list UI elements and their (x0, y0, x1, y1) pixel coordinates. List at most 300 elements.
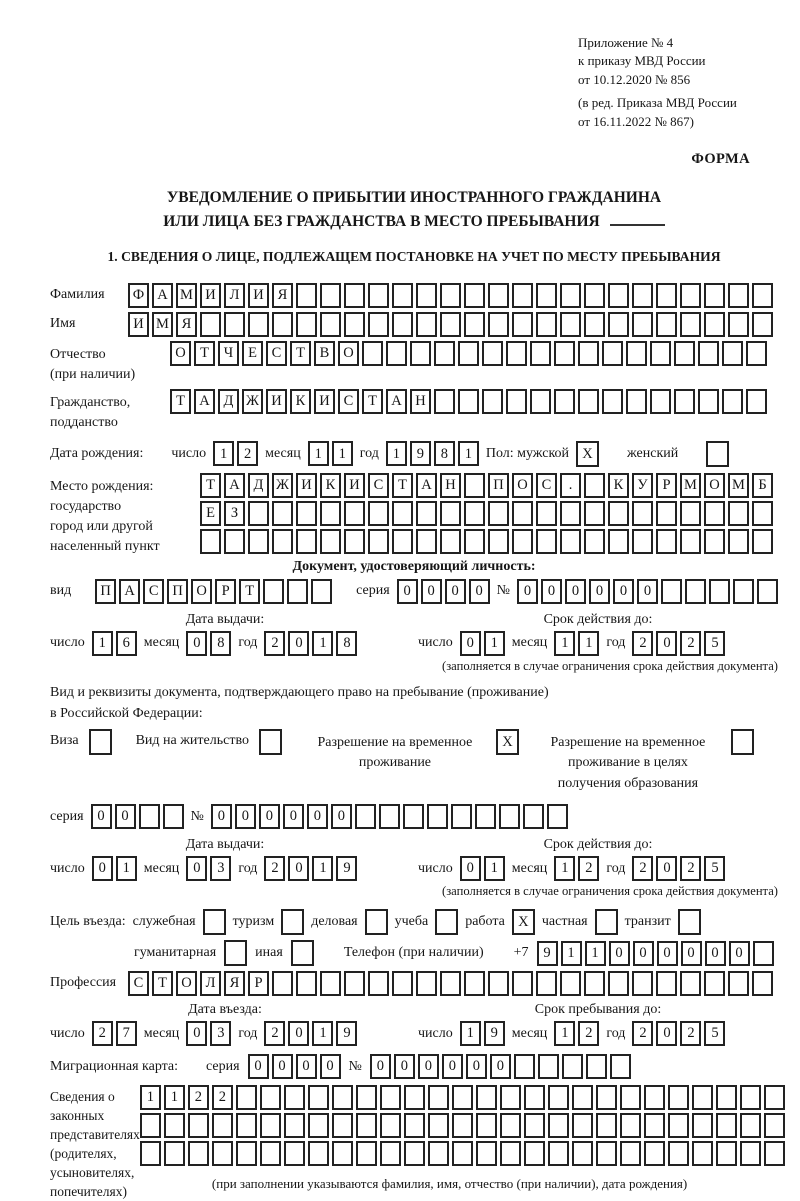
char-cell[interactable] (365, 909, 388, 935)
char-cell[interactable] (692, 1113, 713, 1138)
char-cell[interactable]: 1 (312, 856, 333, 881)
char-cell[interactable]: П (167, 579, 188, 604)
char-cell[interactable] (632, 312, 653, 337)
char-cell[interactable] (248, 501, 269, 526)
char-cell[interactable]: 0 (331, 804, 352, 829)
char-cell[interactable] (740, 1085, 761, 1110)
char-cell[interactable] (716, 1085, 737, 1110)
char-cell[interactable]: К (290, 389, 311, 414)
doc-issue-month[interactable] (186, 631, 231, 656)
char-cell[interactable] (499, 804, 520, 829)
char-cell[interactable] (608, 529, 629, 554)
char-cell[interactable] (296, 312, 317, 337)
char-cell[interactable]: 2 (680, 856, 701, 881)
char-cell[interactable] (410, 341, 431, 366)
char-cell[interactable]: 1 (585, 941, 606, 966)
char-cell[interactable] (753, 941, 774, 966)
char-cell[interactable] (524, 1141, 545, 1166)
char-cell[interactable] (530, 389, 551, 414)
char-cell[interactable] (500, 1141, 521, 1166)
char-cell[interactable] (560, 529, 581, 554)
char-cell[interactable] (632, 283, 653, 308)
char-cell[interactable]: 2 (92, 1021, 113, 1046)
char-cell[interactable]: 2 (632, 856, 653, 881)
char-cell[interactable] (488, 529, 509, 554)
char-cell[interactable] (428, 1141, 449, 1166)
char-cell[interactable]: 0 (466, 1054, 487, 1079)
char-cell[interactable] (644, 1085, 665, 1110)
char-cell[interactable]: 9 (537, 941, 558, 966)
char-cell[interactable] (680, 312, 701, 337)
char-cell[interactable] (212, 1113, 233, 1138)
entry-day[interactable] (92, 1021, 137, 1046)
char-cell[interactable]: 0 (490, 1054, 511, 1079)
char-cell[interactable]: Я (272, 283, 293, 308)
char-cell[interactable]: Д (248, 473, 269, 498)
profession-boxes[interactable] (128, 971, 773, 996)
char-cell[interactable]: 1 (116, 856, 137, 881)
char-cell[interactable] (392, 971, 413, 996)
birthplace-boxes-row2[interactable] (200, 501, 773, 526)
char-cell[interactable] (578, 389, 599, 414)
char-cell[interactable] (595, 909, 618, 935)
char-cell[interactable]: Ж (242, 389, 263, 414)
char-cell[interactable] (296, 529, 317, 554)
char-cell[interactable] (440, 283, 461, 308)
char-cell[interactable] (452, 1141, 473, 1166)
char-cell[interactable] (163, 804, 184, 829)
char-cell[interactable] (536, 312, 557, 337)
char-cell[interactable]: . (560, 473, 581, 498)
char-cell[interactable] (764, 1113, 785, 1138)
migration-series-boxes[interactable] (248, 1054, 341, 1079)
char-cell[interactable]: 9 (336, 856, 357, 881)
char-cell[interactable] (464, 529, 485, 554)
char-cell[interactable] (728, 971, 749, 996)
char-cell[interactable] (272, 312, 293, 337)
char-cell[interactable] (506, 389, 527, 414)
char-cell[interactable] (500, 1113, 521, 1138)
char-cell[interactable] (320, 283, 341, 308)
char-cell[interactable]: 1 (312, 1021, 333, 1046)
char-cell[interactable]: Е (242, 341, 263, 366)
char-cell[interactable]: И (128, 312, 149, 337)
char-cell[interactable]: 8 (336, 631, 357, 656)
char-cell[interactable]: И (344, 473, 365, 498)
birth-day-boxes[interactable] (213, 441, 258, 466)
char-cell[interactable] (236, 1113, 257, 1138)
char-cell[interactable] (620, 1141, 641, 1166)
char-cell[interactable] (440, 971, 461, 996)
stay-day[interactable] (460, 1021, 505, 1046)
char-cell[interactable] (746, 341, 767, 366)
char-cell[interactable]: О (512, 473, 533, 498)
char-cell[interactable] (416, 283, 437, 308)
char-cell[interactable]: 0 (397, 579, 418, 604)
stay-year[interactable] (632, 1021, 725, 1046)
char-cell[interactable] (728, 529, 749, 554)
char-cell[interactable]: 0 (288, 631, 309, 656)
char-cell[interactable] (764, 1141, 785, 1166)
char-cell[interactable] (698, 341, 719, 366)
residence-series-boxes[interactable] (91, 804, 184, 829)
char-cell[interactable] (678, 909, 701, 935)
char-cell[interactable]: Л (224, 283, 245, 308)
char-cell[interactable] (284, 1113, 305, 1138)
char-cell[interactable] (89, 729, 112, 755)
doc-expiry-year[interactable] (632, 631, 725, 656)
char-cell[interactable] (344, 283, 365, 308)
char-cell[interactable]: А (416, 473, 437, 498)
char-cell[interactable] (572, 1141, 593, 1166)
char-cell[interactable] (404, 1113, 425, 1138)
char-cell[interactable] (296, 283, 317, 308)
char-cell[interactable]: 0 (272, 1054, 293, 1079)
char-cell[interactable] (524, 1113, 545, 1138)
char-cell[interactable] (320, 529, 341, 554)
char-cell[interactable]: О (176, 971, 197, 996)
char-cell[interactable]: М (176, 283, 197, 308)
char-cell[interactable] (416, 971, 437, 996)
char-cell[interactable] (259, 729, 282, 755)
char-cell[interactable] (260, 1113, 281, 1138)
char-cell[interactable] (308, 1085, 329, 1110)
char-cell[interactable]: А (194, 389, 215, 414)
char-cell[interactable] (380, 1085, 401, 1110)
char-cell[interactable]: М (728, 473, 749, 498)
char-cell[interactable] (281, 909, 304, 935)
char-cell[interactable] (536, 283, 557, 308)
char-cell[interactable]: 0 (91, 804, 112, 829)
surname-boxes[interactable] (128, 283, 773, 308)
char-cell[interactable] (656, 283, 677, 308)
char-cell[interactable]: 5 (704, 631, 725, 656)
char-cell[interactable]: 6 (116, 631, 137, 656)
char-cell[interactable] (428, 1085, 449, 1110)
char-cell[interactable]: 2 (680, 1021, 701, 1046)
char-cell[interactable] (356, 1085, 377, 1110)
char-cell[interactable]: А (224, 473, 245, 498)
char-cell[interactable]: Т (170, 389, 191, 414)
char-cell[interactable] (308, 1141, 329, 1166)
char-cell[interactable] (608, 312, 629, 337)
char-cell[interactable] (320, 501, 341, 526)
char-cell[interactable] (626, 389, 647, 414)
char-cell[interactable] (416, 312, 437, 337)
char-cell[interactable]: П (95, 579, 116, 604)
char-cell[interactable] (311, 579, 332, 604)
char-cell[interactable] (530, 341, 551, 366)
char-cell[interactable] (584, 473, 605, 498)
char-cell[interactable]: Я (224, 971, 245, 996)
char-cell[interactable]: 0 (283, 804, 304, 829)
char-cell[interactable]: С (128, 971, 149, 996)
char-cell[interactable]: Н (440, 473, 461, 498)
char-cell[interactable] (355, 804, 376, 829)
char-cell[interactable]: Ф (128, 283, 149, 308)
char-cell[interactable] (392, 501, 413, 526)
char-cell[interactable] (287, 579, 308, 604)
char-cell[interactable]: У (632, 473, 653, 498)
purpose-work-checkbox[interactable] (512, 909, 535, 935)
char-cell[interactable] (644, 1113, 665, 1138)
char-cell[interactable]: 0 (296, 1054, 317, 1079)
char-cell[interactable]: 9 (336, 1021, 357, 1046)
char-cell[interactable]: И (296, 473, 317, 498)
purpose-study-checkbox[interactable] (435, 909, 458, 935)
char-cell[interactable] (692, 1141, 713, 1166)
char-cell[interactable]: Т (200, 473, 221, 498)
phone-boxes[interactable] (537, 941, 774, 966)
char-cell[interactable] (560, 283, 581, 308)
char-cell[interactable]: З (224, 501, 245, 526)
residence-number-boxes[interactable] (211, 804, 568, 829)
char-cell[interactable] (368, 283, 389, 308)
char-cell[interactable] (362, 341, 383, 366)
char-cell[interactable]: А (119, 579, 140, 604)
char-cell[interactable]: О (170, 341, 191, 366)
char-cell[interactable] (308, 1113, 329, 1138)
char-cell[interactable]: 0 (92, 856, 113, 881)
char-cell[interactable]: 3 (210, 1021, 231, 1046)
representatives-boxes-row1[interactable] (140, 1085, 785, 1110)
char-cell[interactable] (548, 1141, 569, 1166)
entry-month[interactable] (186, 1021, 231, 1046)
char-cell[interactable] (248, 312, 269, 337)
char-cell[interactable] (475, 804, 496, 829)
doc-expiry-month[interactable] (554, 631, 599, 656)
char-cell[interactable]: П (488, 473, 509, 498)
char-cell[interactable] (584, 501, 605, 526)
char-cell[interactable] (203, 909, 226, 935)
char-cell[interactable] (344, 501, 365, 526)
char-cell[interactable] (500, 1085, 521, 1110)
char-cell[interactable]: 1 (213, 441, 234, 466)
char-cell[interactable] (188, 1141, 209, 1166)
char-cell[interactable]: С (368, 473, 389, 498)
entry-year[interactable] (264, 1021, 357, 1046)
char-cell[interactable] (740, 1113, 761, 1138)
char-cell[interactable] (332, 1085, 353, 1110)
char-cell[interactable] (476, 1113, 497, 1138)
char-cell[interactable]: 2 (264, 856, 285, 881)
char-cell[interactable] (524, 1085, 545, 1110)
residence-issue-month[interactable] (186, 856, 231, 881)
char-cell[interactable] (320, 971, 341, 996)
char-cell[interactable] (704, 529, 725, 554)
char-cell[interactable]: 0 (307, 804, 328, 829)
char-cell[interactable]: Е (200, 501, 221, 526)
char-cell[interactable] (632, 529, 653, 554)
char-cell[interactable] (656, 312, 677, 337)
char-cell[interactable]: 0 (637, 579, 658, 604)
char-cell[interactable]: 1 (554, 631, 575, 656)
char-cell[interactable]: Ч (218, 341, 239, 366)
char-cell[interactable] (620, 1113, 641, 1138)
char-cell[interactable] (602, 341, 623, 366)
char-cell[interactable] (709, 579, 730, 604)
char-cell[interactable] (386, 341, 407, 366)
residence-expiry-day[interactable] (460, 856, 505, 881)
char-cell[interactable]: 5 (704, 856, 725, 881)
char-cell[interactable] (488, 283, 509, 308)
char-cell[interactable]: К (608, 473, 629, 498)
char-cell[interactable]: 1 (332, 441, 353, 466)
char-cell[interactable] (200, 529, 221, 554)
char-cell[interactable] (380, 1141, 401, 1166)
char-cell[interactable] (602, 389, 623, 414)
char-cell[interactable] (392, 283, 413, 308)
char-cell[interactable]: 0 (186, 1021, 207, 1046)
char-cell[interactable] (656, 971, 677, 996)
char-cell[interactable] (356, 1141, 377, 1166)
representatives-boxes-row2[interactable] (140, 1113, 785, 1138)
char-cell[interactable]: И (314, 389, 335, 414)
char-cell[interactable] (260, 1141, 281, 1166)
char-cell[interactable]: Б (752, 473, 773, 498)
char-cell[interactable]: Т (392, 473, 413, 498)
char-cell[interactable] (752, 529, 773, 554)
char-cell[interactable]: 2 (237, 441, 258, 466)
char-cell[interactable] (578, 341, 599, 366)
char-cell[interactable]: Т (152, 971, 173, 996)
char-cell[interactable] (344, 529, 365, 554)
char-cell[interactable] (685, 579, 706, 604)
char-cell[interactable] (140, 1113, 161, 1138)
char-cell[interactable]: 9 (410, 441, 431, 466)
char-cell[interactable] (368, 501, 389, 526)
purpose-business-checkbox[interactable] (365, 909, 388, 935)
char-cell[interactable]: С (143, 579, 164, 604)
char-cell[interactable]: О (338, 341, 359, 366)
char-cell[interactable]: 0 (370, 1054, 391, 1079)
char-cell[interactable]: Р (248, 971, 269, 996)
char-cell[interactable] (536, 971, 557, 996)
char-cell[interactable] (722, 389, 743, 414)
char-cell[interactable] (644, 1141, 665, 1166)
char-cell[interactable] (656, 501, 677, 526)
char-cell[interactable] (434, 389, 455, 414)
char-cell[interactable]: 1 (164, 1085, 185, 1110)
char-cell[interactable] (392, 312, 413, 337)
char-cell[interactable] (482, 389, 503, 414)
char-cell[interactable] (704, 312, 725, 337)
char-cell[interactable] (547, 804, 568, 829)
char-cell[interactable] (752, 501, 773, 526)
char-cell[interactable] (680, 971, 701, 996)
purpose-humanitarian-checkbox[interactable] (224, 940, 247, 966)
char-cell[interactable] (368, 312, 389, 337)
char-cell[interactable]: 1 (554, 1021, 575, 1046)
char-cell[interactable] (236, 1141, 257, 1166)
char-cell[interactable]: Т (362, 389, 383, 414)
char-cell[interactable]: 0 (186, 631, 207, 656)
char-cell[interactable]: 0 (394, 1054, 415, 1079)
char-cell[interactable] (596, 1085, 617, 1110)
char-cell[interactable] (554, 341, 575, 366)
doc-kind-boxes[interactable] (95, 579, 332, 604)
char-cell[interactable] (704, 501, 725, 526)
char-cell[interactable] (512, 283, 533, 308)
char-cell[interactable]: 1 (561, 941, 582, 966)
char-cell[interactable]: 0 (729, 941, 750, 966)
char-cell[interactable] (523, 804, 544, 829)
char-cell[interactable]: 3 (210, 856, 231, 881)
char-cell[interactable] (746, 389, 767, 414)
char-cell[interactable] (440, 501, 461, 526)
char-cell[interactable]: 0 (541, 579, 562, 604)
char-cell[interactable]: 1 (308, 441, 329, 466)
char-cell[interactable]: 0 (657, 941, 678, 966)
char-cell[interactable]: И (200, 283, 221, 308)
char-cell[interactable]: 8 (210, 631, 231, 656)
char-cell[interactable]: 0 (705, 941, 726, 966)
char-cell[interactable]: 5 (704, 1021, 725, 1046)
char-cell[interactable]: 0 (235, 804, 256, 829)
residence-expiry-year[interactable] (632, 856, 725, 881)
residence-expiry-month[interactable] (554, 856, 599, 881)
char-cell[interactable] (368, 971, 389, 996)
char-cell[interactable] (752, 971, 773, 996)
char-cell[interactable] (272, 529, 293, 554)
char-cell[interactable] (464, 971, 485, 996)
char-cell[interactable] (698, 389, 719, 414)
char-cell[interactable] (620, 1085, 641, 1110)
temp-residence-checkbox[interactable] (496, 729, 519, 755)
char-cell[interactable] (404, 1085, 425, 1110)
char-cell[interactable] (656, 529, 677, 554)
char-cell[interactable] (596, 1113, 617, 1138)
sex-male-checkbox[interactable] (576, 441, 599, 467)
char-cell[interactable]: С (536, 473, 557, 498)
char-cell[interactable] (632, 971, 653, 996)
char-cell[interactable] (458, 389, 479, 414)
name-boxes[interactable] (128, 312, 773, 337)
char-cell[interactable] (680, 529, 701, 554)
char-cell[interactable]: О (191, 579, 212, 604)
char-cell[interactable] (596, 1141, 617, 1166)
residence-permit-checkbox[interactable] (259, 729, 282, 755)
char-cell[interactable] (674, 389, 695, 414)
citizenship-boxes[interactable] (170, 389, 767, 414)
char-cell[interactable] (731, 729, 754, 755)
char-cell[interactable] (434, 341, 455, 366)
char-cell[interactable] (452, 1113, 473, 1138)
char-cell[interactable] (512, 312, 533, 337)
char-cell[interactable] (668, 1085, 689, 1110)
char-cell[interactable] (482, 341, 503, 366)
char-cell[interactable]: 9 (484, 1021, 505, 1046)
char-cell[interactable] (427, 804, 448, 829)
char-cell[interactable]: 1 (458, 441, 479, 466)
char-cell[interactable] (560, 971, 581, 996)
char-cell[interactable] (200, 312, 221, 337)
char-cell[interactable]: 0 (609, 941, 630, 966)
char-cell[interactable] (344, 971, 365, 996)
char-cell[interactable]: Я (176, 312, 197, 337)
char-cell[interactable]: 0 (248, 1054, 269, 1079)
char-cell[interactable]: 0 (469, 579, 490, 604)
char-cell[interactable]: 0 (517, 579, 538, 604)
char-cell[interactable]: 0 (259, 804, 280, 829)
char-cell[interactable]: М (680, 473, 701, 498)
char-cell[interactable] (291, 940, 314, 966)
char-cell[interactable] (584, 283, 605, 308)
char-cell[interactable] (140, 1141, 161, 1166)
char-cell[interactable] (536, 501, 557, 526)
char-cell[interactable] (392, 529, 413, 554)
char-cell[interactable] (728, 312, 749, 337)
